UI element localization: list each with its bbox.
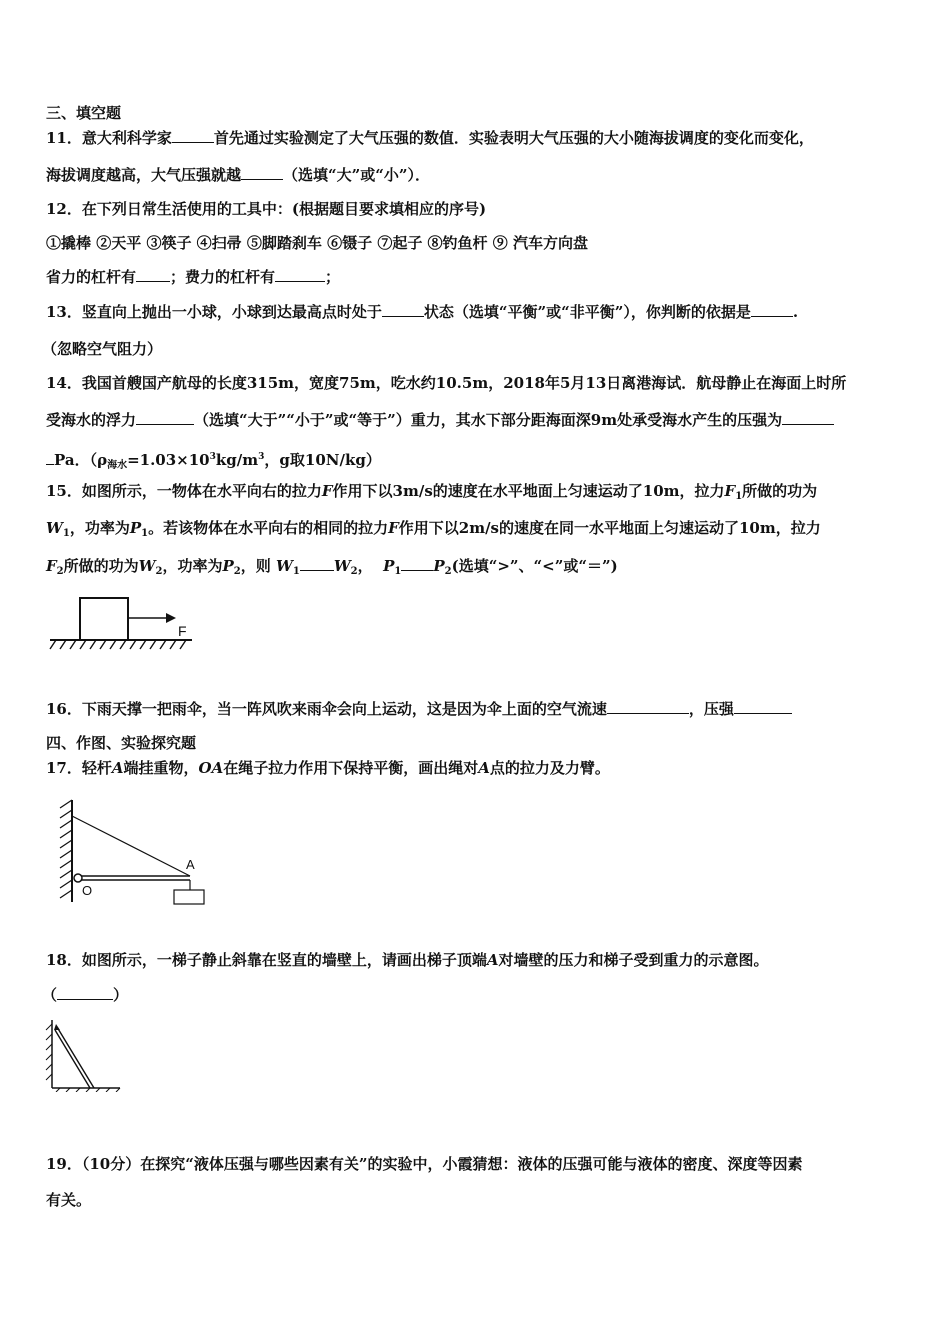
ladder-top-tip bbox=[54, 1024, 60, 1030]
question-11-line-1 bbox=[46, 128, 910, 148]
q15-text: ，则 bbox=[240, 557, 271, 575]
answer-blank[interactable] bbox=[607, 699, 689, 714]
answer-blank[interactable] bbox=[46, 450, 54, 465]
q15-sub: 1 bbox=[735, 491, 743, 502]
answer-blank[interactable] bbox=[401, 556, 433, 571]
question-13-line-1 bbox=[46, 302, 910, 322]
q15-sub: 1 bbox=[394, 566, 402, 577]
q18-text: 对墙壁的压力和梯子受到重力的示意图。 bbox=[498, 951, 769, 969]
q15-var: W bbox=[333, 557, 351, 575]
q11-text: 首先通过实验测定了大气压强的数值．实验表明大气压强的大小随海拔调度的变化而变化， bbox=[213, 129, 814, 147]
q13-text: . bbox=[792, 303, 799, 321]
q15-text: 作用下以3m/s的速度在水平地面上匀速运动了10m，拉力 bbox=[332, 482, 725, 500]
pivot-o bbox=[74, 874, 82, 882]
q15-text: 所做的功为 bbox=[63, 557, 139, 575]
q14-text: 3 bbox=[209, 452, 216, 462]
ground-hatch bbox=[50, 640, 186, 649]
q15-text: 。若该物体在水平向右的相同的拉力 bbox=[148, 519, 389, 537]
q11-text: （选填“大”或“小”）． bbox=[283, 166, 431, 184]
force-arrow-head bbox=[166, 613, 176, 623]
q15-var: F bbox=[321, 482, 333, 500]
ladder-wall-figure bbox=[44, 1016, 124, 1092]
question-15-line-2 bbox=[46, 518, 910, 544]
answer-blank[interactable] bbox=[275, 267, 325, 282]
q12-text: ； bbox=[325, 268, 341, 286]
q15-sub: 1 bbox=[141, 528, 149, 539]
answer-blank[interactable] bbox=[300, 556, 334, 571]
q15-var: W bbox=[46, 519, 63, 537]
q15-text: 15．如图所示，一物体在水平向右的拉力 bbox=[46, 482, 322, 500]
q15-sub: 2 bbox=[56, 566, 64, 577]
q15-text: (选填“>”、“<”或“＝”) bbox=[451, 557, 618, 575]
q15-var: P bbox=[129, 519, 142, 537]
q17-text: 17．轻杆 bbox=[46, 759, 112, 777]
q15-sub: 2 bbox=[155, 566, 163, 577]
q14-text: 受海水的浮力 bbox=[46, 411, 137, 429]
question-14-line-2 bbox=[46, 410, 910, 430]
q17-text: 在绳子拉力作用下保持平衡，画出绳对 bbox=[223, 759, 479, 777]
q18-text: （ bbox=[42, 986, 58, 1004]
question-19-line-2: 有关。 bbox=[46, 1191, 92, 1209]
question-14-line-1: 14．我国首艘国产航母的长度315m，宽度75m，吃水约10.5m，2018年5月13日离港海试．航母静止在海面上时所 bbox=[46, 374, 847, 392]
q15-sub: 2 bbox=[444, 566, 452, 577]
q17-text: 点的拉力及力臂。 bbox=[489, 759, 610, 777]
q15-var: F bbox=[724, 482, 736, 500]
wall-hatch bbox=[46, 1024, 52, 1080]
answer-blank[interactable] bbox=[136, 267, 170, 282]
q15-var: W bbox=[138, 557, 156, 575]
answer-blank[interactable] bbox=[382, 302, 424, 317]
q15-var: P bbox=[222, 557, 234, 575]
wall-hatch bbox=[60, 800, 72, 898]
section-heading-fill-blank: 三、填空题 bbox=[46, 104, 122, 122]
q12-text: 省力的杠杆有 bbox=[46, 268, 137, 286]
q15-var: F bbox=[388, 519, 399, 537]
q14-text: =1.03×10 bbox=[127, 451, 210, 469]
q18-text: 18．如图所示，一梯子静止斜靠在竖直的墙壁上，请画出梯子顶端 bbox=[46, 951, 487, 969]
q16-text: ，压强 bbox=[688, 700, 734, 718]
question-18-line-1 bbox=[46, 950, 910, 970]
question-17 bbox=[46, 758, 910, 778]
question-12-options: ①撬棒 ②天平 ③筷子 ④扫帚 ⑤脚踏刹车 ⑥镊子 ⑦起子 ⑧钓鱼杆 ⑨ 汽车方向盘 bbox=[46, 234, 589, 252]
q15-sub: 1 bbox=[292, 566, 300, 577]
q15-text: ，功率为 bbox=[69, 519, 130, 537]
q17-var: A bbox=[111, 759, 124, 777]
q15-var: P bbox=[433, 557, 445, 575]
q15-text: ，功率为 bbox=[162, 557, 223, 575]
point-o-label: O bbox=[82, 883, 93, 898]
q14-text: 3 bbox=[258, 452, 265, 462]
question-16 bbox=[46, 699, 910, 719]
answer-blank[interactable] bbox=[751, 302, 793, 317]
answer-blank[interactable] bbox=[57, 985, 113, 1000]
question-19-line-1: 19．（10分）在探究“液体压强与哪些因素有关”的实验中，小霞猜想：液体的压强可能与液体的密度、深度等因素 bbox=[46, 1155, 803, 1173]
q12-text: ；费力的杠杆有 bbox=[170, 268, 276, 286]
question-12-stem: 12．在下列日常生活使用的工具中：(根据题目要求填相应的序号) bbox=[46, 200, 487, 218]
force-label: F bbox=[178, 623, 187, 639]
q17-var: A bbox=[478, 759, 490, 777]
section-heading-drawing: 四、作图、实验探究题 bbox=[46, 734, 197, 752]
question-18-line-2 bbox=[42, 985, 910, 1005]
answer-blank[interactable] bbox=[136, 410, 194, 425]
q17-text: 端挂重物， bbox=[123, 759, 199, 777]
ladder-rail-1 bbox=[55, 1030, 90, 1088]
point-a-label: A bbox=[186, 857, 195, 872]
q14-text: （选填“大于”“小于”或“等于”）重力，其水下部分距海面深9m处承受海水产生的压强为 bbox=[194, 411, 783, 429]
question-12-answers bbox=[46, 267, 910, 287]
q13-text: 13．竖直向上抛出一小球，小球到达最高点时处于 bbox=[46, 303, 382, 321]
block bbox=[80, 598, 128, 640]
q14-text: Pa．（ρ bbox=[54, 451, 108, 469]
q15-text: 所做的功为 bbox=[742, 482, 818, 500]
q15-sub: 2 bbox=[233, 566, 241, 577]
answer-blank[interactable] bbox=[172, 128, 214, 143]
q14-text: kg/m bbox=[215, 451, 259, 469]
answer-blank[interactable] bbox=[734, 699, 792, 714]
q15-sub: 2 bbox=[350, 566, 358, 577]
q14-text: ，g取10N/kg） bbox=[264, 451, 381, 469]
question-11-line-2 bbox=[46, 165, 910, 185]
q15-text: 作用下以2m/s的速度在同一水平地面上匀速运动了10m，拉力 bbox=[398, 519, 821, 537]
q15-text: ， bbox=[357, 557, 373, 575]
rope bbox=[72, 816, 190, 876]
q15-var: W bbox=[275, 557, 293, 575]
lever-rope-figure bbox=[56, 798, 216, 910]
q14-text: 海水 bbox=[107, 460, 128, 471]
q16-text: 16．下雨天撑一把雨伞，当一阵风吹来雨伞会向上运动，这是因为伞上面的空气流速 bbox=[46, 700, 607, 718]
q13-text: 状态（选填“平衡”或“非平衡”），你判断的依据是 bbox=[423, 303, 751, 321]
question-13-line-2: （忽略空气阻力） bbox=[42, 340, 163, 358]
q18-text: ） bbox=[113, 986, 129, 1004]
question-15-line-3 bbox=[46, 556, 910, 582]
q11-text: 海拔调度越高，大气压强就越 bbox=[46, 166, 242, 184]
question-15-line-1 bbox=[46, 481, 910, 507]
q18-var: A bbox=[486, 951, 499, 969]
q11-text: 11．意大利科学家 bbox=[46, 129, 172, 147]
q15-var: F bbox=[46, 557, 57, 575]
answer-blank[interactable] bbox=[241, 165, 283, 180]
weight-block bbox=[174, 890, 204, 904]
q15-sub: 1 bbox=[62, 528, 70, 539]
ladder-rail-2 bbox=[57, 1027, 94, 1088]
answer-blank[interactable] bbox=[782, 410, 834, 425]
q17-var: OA bbox=[198, 759, 224, 777]
q15-var: P bbox=[383, 557, 395, 575]
block-force-figure bbox=[46, 592, 206, 654]
question-14-line-3 bbox=[46, 447, 910, 476]
